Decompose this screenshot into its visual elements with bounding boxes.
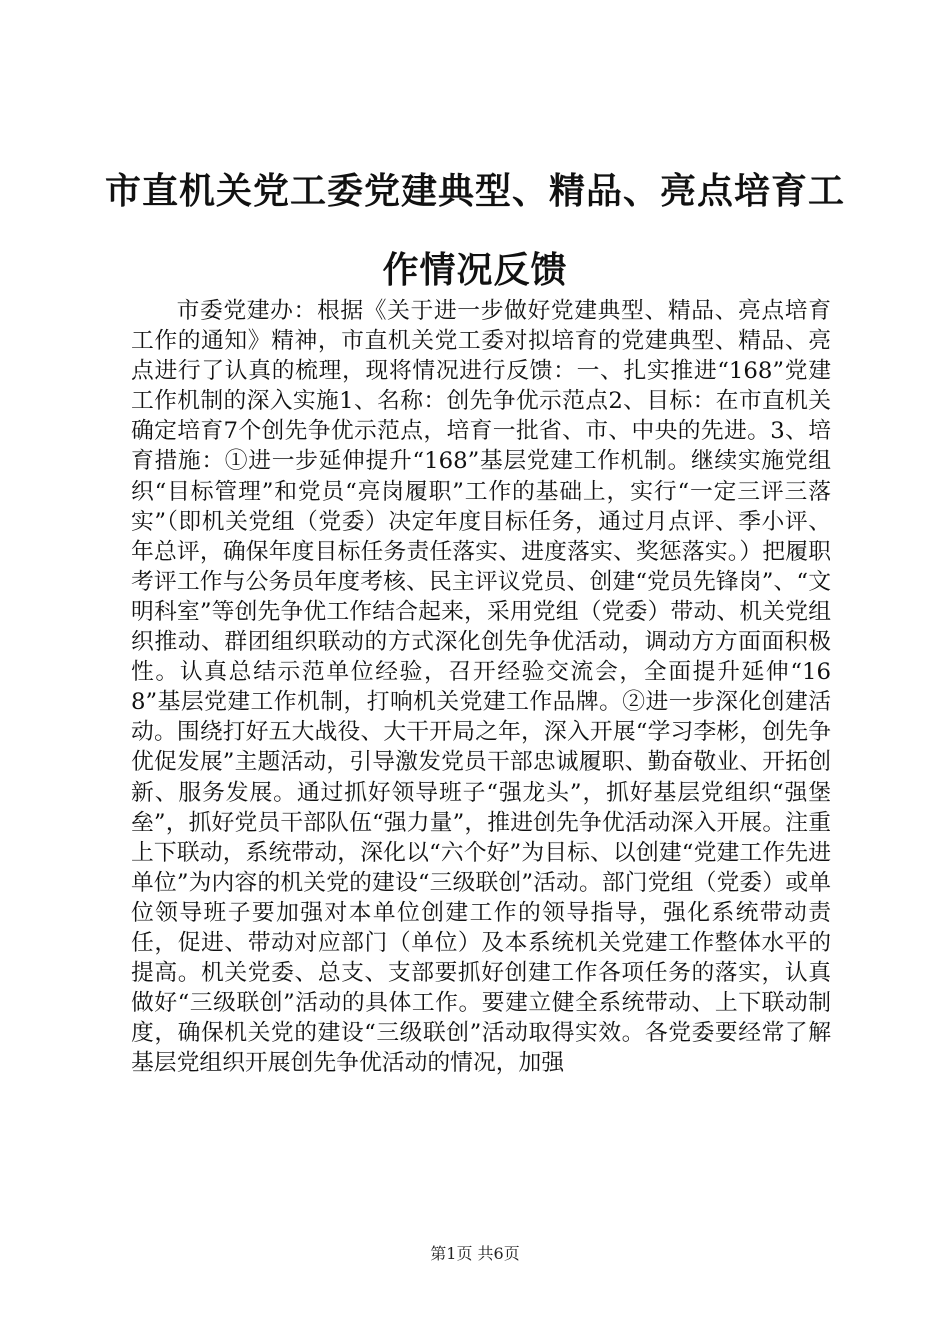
- page-footer: 第1页 共6页: [430, 1244, 520, 1263]
- document-title-line-1: 市直机关党工委党建典型、精品、亮点培育工: [104, 170, 845, 212]
- document-body-paragraph: 市委党建办：根据《关于进一步做好党建典型、精品、亮点培育工作的通知》精神，市直机关党工委对拟培育的党建典型、精品、亮点进行了认真的梳理，现将情况进行反馈：一、扎实推进“168”党建工作机制的深入实施1、名称：创先争优示范点2、目标：在市直机关确定培育7个创先争优示范点，培育一批省、市、中央的先进。3、培育措施：①进一步延伸提升“168”基层党建工作机制。继续实施党组织“目标管理”和党员“亮岗履职”工作的基础上，实行“一定三评三落实”（即机关党组（党委）决定年度目标任务，通过月点评、季小评、年总评，确保年度目标任务责任落实、进度落实、奖惩落实。）把履职考评工作与公务员年度考核、民主评议党员、创建“党员先锋岗”、“文明科室”等创先争优工作结合起来，采用党组（党委）带动、机关党组织推动、群团组织联动的方式深化创先争优活动，调动方方面面积极性。认真总结示范单位经验，召开经验交流会，全面提升延伸“168”基层党建工作机制，打响机关党建工作品牌。②进一步深化创建活动。围绕打好五大战役、大干开局之年，深入开展“学习李彬，创先争优促发展”主题活动，引导激发党员干部忠诚履职、勤奋敬业、开拓创新、服务发展。通过抓好领导班子“强龙头”，抓好基层党组织“强堡垒”，抓好党员干部队伍“强力量”，推进创先争优活动深入开展。注重上下联动，系统带动，深化以“六个好”为目标、以创建“党建工作先进单位”为内容的机关党的建设“三级联创”活动。部门党组（党委）或单位领导班子要加强对本单位创建工作的领导指导，强化系统带动责任，促进、带动对应部门（单位）及本系统机关党建工作整体水平的提高。机关党委、总支、支部要抓好创建工作各项任务的落实，认真做好“三级联创”活动的具体工作。要建立健全系统带动、上下联动制度，确保机关党的建设“三级联创”活动取得实效。各党委要经常了解基层党组织开展创先争优活动的情况，加强: [131, 298, 831, 1077]
- document-title-line-2: 作情况反馈: [382, 249, 568, 291]
